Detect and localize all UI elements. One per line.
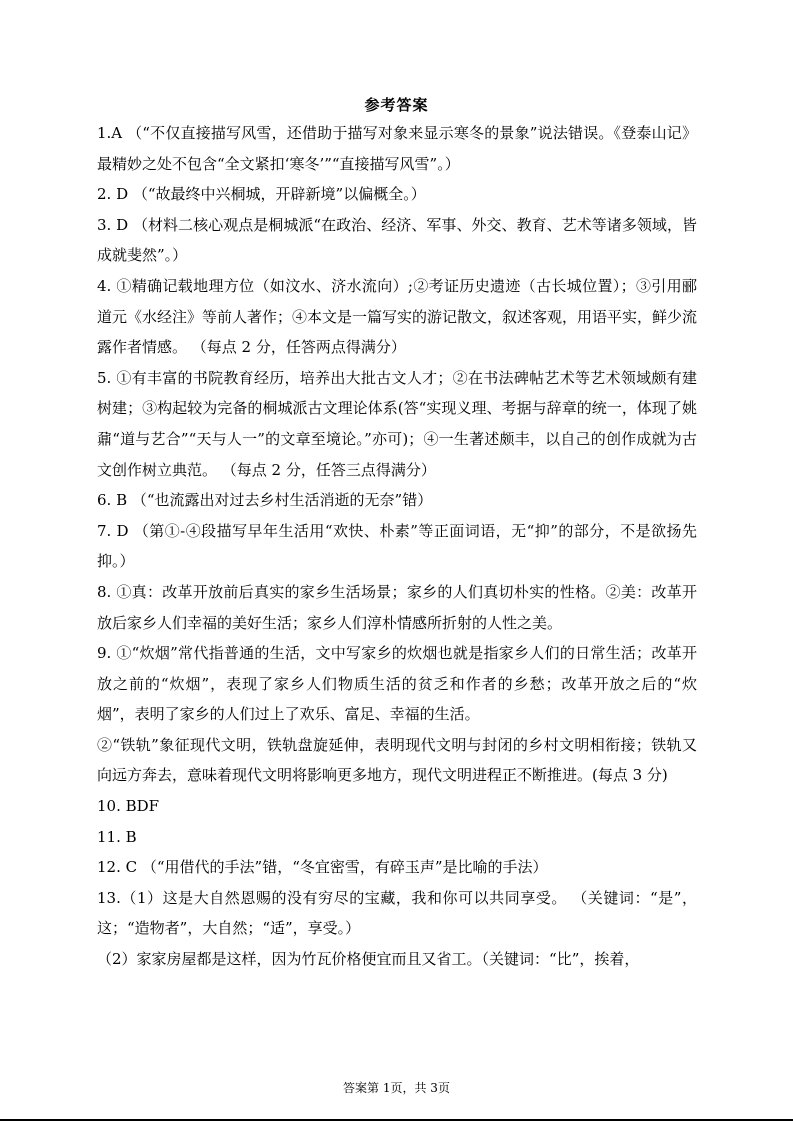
page-title: 参考答案 xyxy=(364,96,429,114)
answer-3: 3. D （材料二核心观点是桐城派“在政治、经济、军事、外交、教育、艺术等诸多领域，皆成就斐然”。） xyxy=(97,215,697,265)
bottom-divider xyxy=(0,1119,793,1121)
page-footer: 答案第 1页，共 3页 xyxy=(343,1081,450,1095)
answer-1: 1.A （“不仅直接描写风雪，还借助于描写对象来显示寒冬的景象”说法错误。《登泰山记》最精妙之处不包含“全文紧扣‘寒冬’”“直接描写风雪”。） xyxy=(97,124,697,173)
answer-2: 2. D （“故最终中兴桐城，开辟新境”以偏概全。） xyxy=(97,185,426,204)
answer-13-part-2: （2）家家房屋都是这样，因为竹瓦价格便宜而且又省工。（关键词：“比”，挨着， xyxy=(97,950,640,969)
answer-13-part-1: 13.（1）这是大自然恩赐的没有穷尽的宝藏，我和你可以共同享受。 （关键词：“是”，这；“造物者”，大自然；“适”，享受。） xyxy=(97,888,697,938)
answer-9-part-1: 9. ①“炊烟”常代指普通的生活，文中写家乡的炊烟也就是指家乡人们的日常生活；改革开放之前的“炊烟”，表现了家乡人们物质生活的贫乏和作者的乡愁；改革开放之后的“炊烟”，表明了家乡的人们过上了欢乐、富足、幸福的生活。 xyxy=(97,644,697,724)
answer-5: 5. ①有丰富的书院教育经历，培养出大批古文人才；②在书法碑帖艺术等艺术领域颇有建树建；③构起较为完备的桐城派古文理论体系(答“实现义理、考据与辞章的统一，体现了姚鼐“道与艺合”“天与人一”的文章至境论。”亦可)；④一生著述颇丰，以自己的创作成就为古文创作树立典范。 （每点 2 分，任答三点得满分） xyxy=(97,368,697,479)
answer-6: 6. B （“也流露出对过去乡村生活消逝的无奈”错） xyxy=(97,491,433,510)
answer-8: 8. ①真：改革开放前后真实的家乡生活场景；家乡的人们真切朴实的性格。②美：改革开放后家乡人们幸福的美好生活；家乡人们淳朴情感所折射的人性之美。 xyxy=(97,582,697,632)
answer-9-part-2: ②“铁轨”象征现代文明，铁轨盘旋延伸，表明现代文明与封闭的乡村文明相衔接；铁轨又向远方奔去，意味着现代文明将影响更多地方，现代文明进程正不断推进。(每点 3 分) xyxy=(97,735,697,785)
answer-list xyxy=(97,118,697,975)
answer-7: 7. D （第①-④段描写早年生活用“欢快、朴素”等正面词语，无“抑”的部分，不是欲扬先抑。） xyxy=(97,521,697,571)
answer-11: 11. B xyxy=(97,827,137,846)
answer-12: 12. C （“用借代的手法”错，“冬宜密雪，有碎玉声”是比喻的手法） xyxy=(97,858,548,877)
answer-4: 4. ①精确记载地理方位（如汶水、济水流向）;②考证历史遗迹（古长城位置）；③引用郦道元《水经注》等前人著作；④本文是一篇写实的游记散文，叙述客观，用语平实，鲜少流露作者情感。 （每点 2 分，任答两点得满分） xyxy=(97,276,698,357)
answer-10: 10. BDF xyxy=(97,797,160,816)
